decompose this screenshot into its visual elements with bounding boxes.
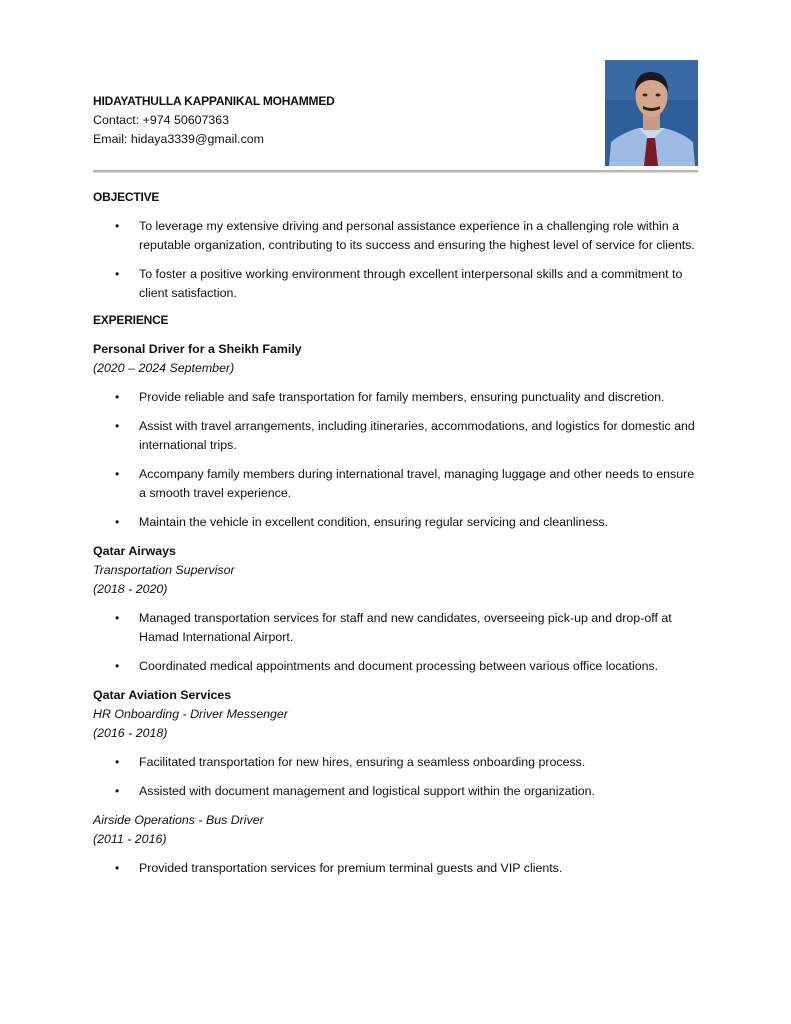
job-entry: [93, 686, 703, 878]
duty-text: Accompany family members during international travel, managing luggage and other needs to ensure a smooth travel experience.: [139, 467, 695, 500]
contact-phone: Contact: +974 50607363: [93, 113, 230, 127]
objective-item: [93, 217, 703, 255]
bullet-icon: •: [115, 784, 120, 798]
job-employer: Personal Driver for a Sheikh Family: [93, 342, 302, 356]
bullet-icon: •: [115, 515, 120, 529]
header-divider: [93, 170, 698, 173]
duty-item: [93, 782, 703, 801]
job-role: Transportation Supervisor: [93, 563, 235, 577]
objective-list: [93, 217, 703, 303]
duty-text: Maintain the vehicle in excellent condition, ensuring regular servicing and cleanliness.: [139, 515, 609, 529]
job-dates: (2018 - 2020): [93, 582, 168, 596]
job-employer: Qatar Airways: [93, 544, 176, 558]
job-dates: (2011 - 2016): [93, 832, 167, 846]
duty-item: [93, 388, 703, 407]
objective-item: [93, 265, 703, 303]
resume-body: [93, 188, 703, 888]
duty-item: [93, 859, 703, 878]
bullet-icon: •: [115, 419, 120, 433]
job-duties: [93, 388, 703, 532]
bullet-icon: •: [115, 755, 120, 769]
experience-heading: EXPERIENCE: [93, 313, 169, 327]
job-duties: [93, 609, 703, 676]
duty-item: [93, 417, 703, 455]
profile-photo: [605, 60, 698, 166]
objective-item-text: To foster a positive working environment through excellent interpersonal skills and a commitment to client satisfaction.: [139, 267, 683, 300]
job-employer: Qatar Aviation Services: [93, 688, 232, 702]
bullet-icon: •: [115, 467, 120, 481]
job-role: HR Onboarding - Driver Messenger: [93, 707, 288, 721]
bullet-icon: •: [115, 390, 120, 404]
candidate-name: HIDAYATHULLA KAPPANIKAL MOHAMMED: [93, 94, 335, 108]
job-entry: [93, 340, 703, 532]
bullet-icon: •: [115, 611, 120, 625]
duty-text: Managed transportation services for staff and new candidates, overseeing pick-up and drop-off at Hamad International Airport.: [139, 611, 672, 644]
duty-item: [93, 657, 703, 676]
job-entry: [93, 542, 703, 676]
duty-text: Provided transportation services for premium terminal guests and VIP clients.: [139, 861, 563, 875]
profile-photo-illustration: [605, 60, 698, 166]
job-dates: (2020 – 2024 September): [93, 361, 235, 375]
objective-item-text: To leverage my extensive driving and personal assistance experience in a challenging role within a reputable organization, contributing to its success and ensuring the highest level of service for clients.: [139, 219, 695, 252]
job-duties: [93, 753, 703, 801]
duty-text: Provide reliable and safe transportation for family members, ensuring punctuality and discretion.: [139, 390, 665, 404]
job-duties: [93, 859, 703, 878]
bullet-icon: •: [115, 659, 120, 673]
duty-text: Assisted with document management and logistical support within the organization.: [139, 784, 595, 798]
duty-item: [93, 609, 703, 647]
job-role: Airside Operations - Bus Driver: [93, 813, 264, 827]
resume-header: [93, 92, 335, 149]
bullet-icon: •: [115, 219, 120, 233]
duty-text: Facilitated transportation for new hires, ensuring a seamless onboarding process.: [139, 755, 586, 769]
duty-item: [93, 465, 703, 503]
objective-heading: OBJECTIVE: [93, 190, 160, 204]
duty-text: Coordinated medical appointments and document processing between various office locations.: [139, 659, 659, 673]
duty-item: [93, 513, 703, 532]
duty-text: Assist with travel arrangements, including itineraries, accommodations, and logistics for domestic and international trips.: [139, 419, 695, 452]
bullet-icon: •: [115, 861, 120, 875]
job-dates: (2016 - 2018): [93, 726, 168, 740]
contact-email: Email: hidaya3339@gmail.com: [93, 132, 264, 146]
bullet-icon: •: [115, 267, 120, 281]
duty-item: [93, 753, 703, 772]
